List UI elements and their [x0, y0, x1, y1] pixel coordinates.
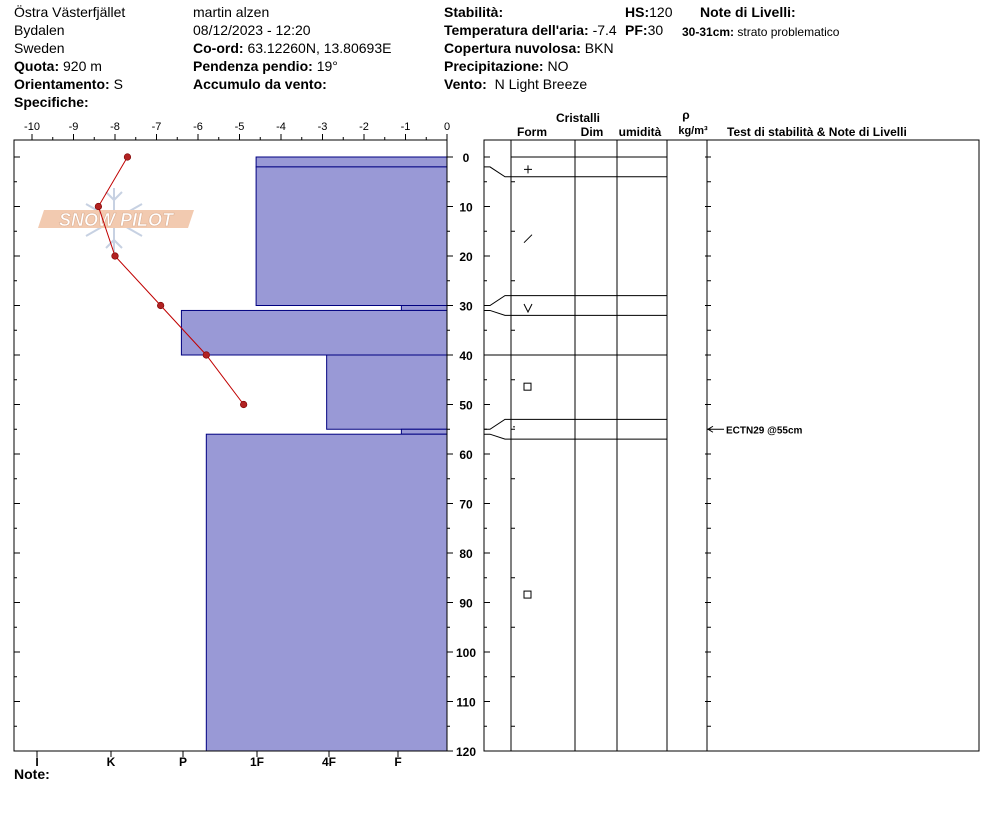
layer-note-depth: 30-31cm: [682, 25, 735, 39]
temp-tick-label: -3 [317, 121, 328, 133]
layer-connector [484, 419, 511, 429]
hardness-layer-bar [206, 434, 447, 751]
depth-tick-label: 80 [459, 547, 473, 561]
hardness-label: 4F [321, 755, 337, 769]
region-name: Bydalen [14, 22, 65, 38]
temp-tick-label: -7 [151, 121, 162, 133]
hardness-label: P [178, 755, 188, 769]
temp-tick-label: -2 [359, 121, 369, 133]
crystal-symbol [524, 591, 531, 598]
slope-label: Pendenza pendio: [193, 58, 313, 74]
depth-tick-label: 50 [459, 398, 473, 413]
layer-connector [484, 167, 511, 177]
coord-value: 63.12260N, 13.80693E [247, 40, 392, 56]
layer-connector [484, 434, 511, 439]
pf-label: PF: [625, 22, 648, 38]
cloud-value: BKN [584, 40, 614, 56]
temp-tick-label: 0 [443, 121, 451, 133]
depth-tick-label: 30 [459, 299, 473, 314]
layer-notes-title: Note di Livelli: [700, 4, 796, 20]
snowpilot-logo [38, 188, 194, 252]
temp-tick-label: -6 [193, 121, 203, 133]
layer-connector [484, 296, 511, 306]
hardness-label: F [394, 755, 402, 769]
form-header: Form [517, 125, 547, 139]
country-name: Sweden [14, 40, 65, 56]
aspect-label: Orientamento: [14, 76, 110, 92]
temperature-point [124, 154, 131, 161]
temp-tick-label: -10 [24, 121, 40, 133]
wind-loading-label: Accumulo da vento: [193, 76, 327, 92]
hs-value: 120 [649, 4, 673, 20]
layer-note-text: strato problematico [737, 25, 840, 39]
temperature-point [240, 401, 247, 408]
temp-tick-label: -8 [110, 121, 120, 133]
density-unit-header: kg/m³ [678, 125, 708, 137]
stability-notes-header: Test di stabilità & Note di Livelli [727, 125, 907, 139]
temp-tick-label: -4 [276, 121, 286, 133]
precip-value: NO [547, 58, 569, 74]
rho-header: ρ [682, 108, 690, 122]
crystal-symbol [513, 426, 515, 428]
temperature-point [95, 203, 102, 210]
notes-label: Note: [14, 766, 50, 782]
air-temp-value: -7.4 [592, 22, 617, 38]
location-name: Östra Västerfjället [14, 4, 126, 20]
hardness-layer-bar [327, 355, 447, 429]
crystal-symbol [524, 235, 532, 243]
moisture-header: umidità [618, 125, 662, 139]
depth-tick-label: 20 [459, 250, 473, 264]
aspect-value: S [113, 76, 123, 92]
wind-value: N Light Breeze [494, 76, 588, 92]
hardness-label: 1F [249, 755, 265, 769]
crystals-header: Cristalli [555, 111, 601, 125]
slope-value: 19° [316, 58, 338, 74]
depth-tick-label: 40 [459, 349, 473, 363]
air-temp-label: Temperatura dell'aria: [444, 22, 589, 38]
stability-label: Stabilità: [444, 4, 504, 20]
hardness-layer-bar [181, 310, 447, 355]
temperature-point [157, 302, 164, 309]
hardness-layer-bar [256, 167, 447, 306]
depth-tick-label: 60 [459, 448, 473, 462]
crystal-symbol [524, 304, 532, 312]
observer-name: martin alzen [193, 4, 270, 20]
depth-tick-label: 100 [455, 646, 477, 660]
temperature-point [203, 352, 210, 359]
elevation-value: 920 m [63, 58, 102, 74]
layer-table-frame [484, 140, 979, 751]
cloud-label: Copertura nuvolosa: [444, 40, 581, 56]
specifics-label: Specifiche: [14, 94, 89, 110]
logo-text: SNOW PILOT [59, 210, 173, 230]
observation-datetime: 08/12/2023 - 12:20 [193, 22, 311, 38]
temperature-point [112, 253, 119, 260]
temp-tick-label: -5 [234, 121, 245, 133]
pf-value: 30 [647, 22, 664, 38]
depth-tick-label: 90 [459, 596, 473, 611]
hardness-label: I [35, 755, 39, 769]
hardness-layer-bar [256, 157, 447, 167]
depth-tick-label: 110 [456, 695, 476, 710]
coord-label: Co-ord: [193, 40, 244, 56]
hardness-layer-bar [401, 429, 447, 434]
hardness-label: K [106, 755, 116, 769]
depth-tick-label: 120 [455, 745, 477, 759]
crystal-symbol [524, 383, 531, 390]
layer-connector [484, 310, 511, 315]
depth-tick-label: 0 [462, 151, 470, 165]
elevation-label: Quota: [14, 58, 60, 74]
hs-label: HS: [625, 4, 650, 20]
stability-test-label: ECTN29 @55cm [726, 425, 803, 437]
temp-tick-label: -1 [400, 121, 411, 133]
depth-tick-label: 70 [459, 497, 473, 512]
precip-label: Precipitazione: [444, 58, 544, 74]
wind-label: Vento: [444, 76, 487, 92]
hardness-layer-bar [401, 306, 447, 311]
temp-tick-label: -9 [68, 121, 79, 133]
depth-tick-label: 10 [459, 200, 473, 215]
dim-header: Dim [580, 125, 604, 139]
